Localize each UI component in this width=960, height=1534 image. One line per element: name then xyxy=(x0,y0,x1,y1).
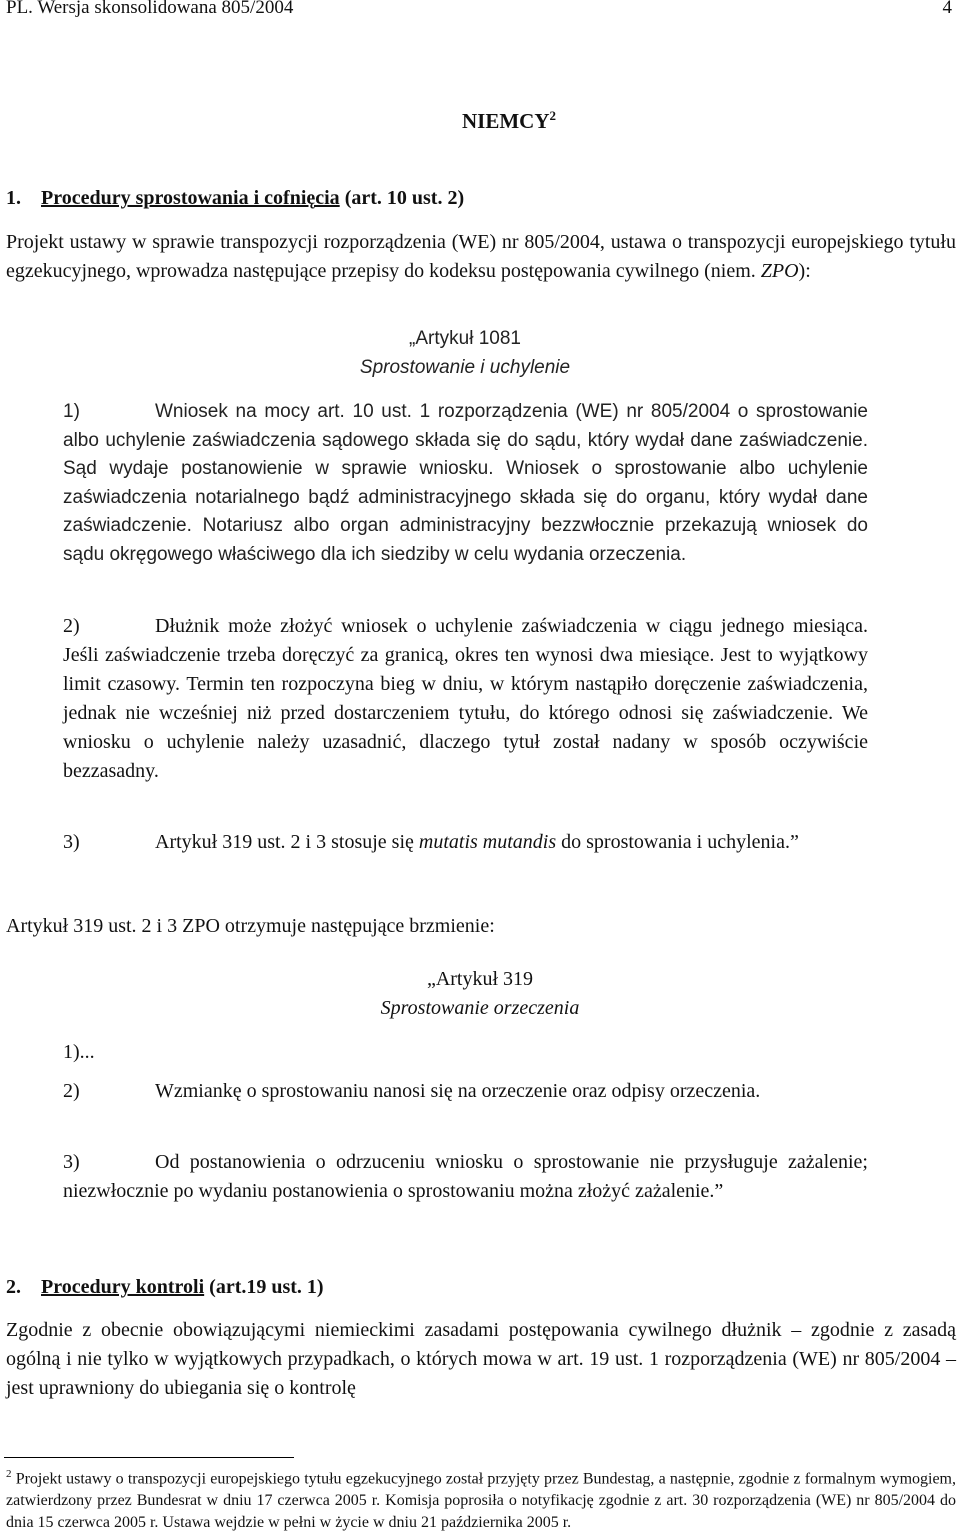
art1081-para-3 xyxy=(63,828,868,857)
art319-subheading: Sprostowanie orzeczenia xyxy=(380,997,580,1019)
para-text: Wniosek na mocy art. 10 ust. 1 rozporządzenia (WE) nr 805/2004 o sprostowanie albo uchylenie zaświadczenia sądowego składa się do sądu, który wydał dane zaświadczenie. Sąd wydaje postanowienie w sprawie wniosku. Wniosek o sprostowanie albo uchylenie zaświadczenia notarialnego bądź administracyjnego składa się do organu, który wydał dane zaświadczenie. Notariusz albo organ administracyjny bezzwłocznie przekazują wniosek do sądu okręgowego właściwego dla ich siedziby w celu wydania orzeczenia. xyxy=(63,401,868,565)
section2-number: 2. xyxy=(6,1276,21,1298)
para-italic: mutatis mutandis xyxy=(418,831,557,853)
intro-end: ): xyxy=(798,260,811,282)
footnote-text: Projekt ustawy o transpozycji europejskiego tytułu egzekucyjnego został przyjęty przez Bundestag, a następnie, zgodnie z formalnym wymogiem, zatwierdzony przez Bundesrat w dniu 17 czerwca 2005 r. Komisja poprosiła o notyfikację zgodnie z art. 30 rozporządzenia (WE) nr 805/2004 do dnia 15 czerwca 2005 r. Ustawa wejdzie w pełni w życie w dniu 21 października 2005 r. xyxy=(6,1470,957,1532)
footnote xyxy=(6,1463,956,1534)
page-number: 4 xyxy=(942,0,952,18)
para-text: Artykuł 319 ust. 2 i 3 stosuje się xyxy=(155,831,414,853)
section2-title-rest: (art.19 ust. 1) xyxy=(209,1276,324,1298)
intro-text: Projekt ustawy w sprawie transpozycji rozporządzenia (WE) nr 805/2004, ustawa o transpozycji europejskiego tytułu egzekucyjnego, wprowadza następujące przepisy do kodeksu postępowania cywilnego (niem. xyxy=(6,231,956,282)
para-number: 3) xyxy=(63,1151,80,1173)
art1081-heading: „Artykuł 1081 xyxy=(409,328,521,349)
section2-text: Zgodnie z obecnie obowiązującymi niemieckimi zasadami postępowania cywilnego dłużnik – zgodnie z zasadą ogólną i nie tylko w wyjątkowych przypadkach, o których mowa w art. 19 ust. 1 rozporządzenia (WE) nr 805/2004 – jest uprawniony do ubiegania się o kontrolę xyxy=(6,1319,956,1399)
section1-number: 1. xyxy=(6,187,21,209)
art319-heading: „Artykuł 319 xyxy=(426,968,534,990)
amendment-intro: Artykuł 319 ust. 2 i 3 ZPO otrzymuje następujące brzmienie: xyxy=(6,915,495,937)
country-heading xyxy=(0,108,960,134)
para-number: 2) xyxy=(63,1080,80,1102)
section1-title-underlined: Procedury sprostowania i cofnięcia xyxy=(41,187,340,209)
para-text-end: do sprostowania i uchylenia.” xyxy=(561,831,799,853)
section2-title-underlined: Procedury kontroli xyxy=(41,1276,205,1298)
footnote-number: 2 xyxy=(6,1468,12,1480)
art1081-subheading: Sprostowanie i uchylenie xyxy=(359,357,571,378)
section1-title-rest: (art. 10 ust. 2) xyxy=(344,187,465,209)
country-name: NIEMCY xyxy=(462,109,550,133)
footnote-ref: 2 xyxy=(549,108,556,123)
intro-zpo: ZPO xyxy=(760,260,799,282)
section1-intro xyxy=(6,228,956,286)
art319-para-2 xyxy=(63,1077,868,1106)
para-text: Wzmiankę o sprostowaniu nanosi się na orzeczenie oraz odpisy orzeczenia. xyxy=(155,1080,761,1102)
art1081-para-2 xyxy=(63,612,868,786)
art1081-para-1 xyxy=(63,398,868,569)
art319-para-3 xyxy=(63,1148,868,1206)
para-number: 1) xyxy=(63,401,80,422)
para-number: 2) xyxy=(63,615,80,637)
section2-title xyxy=(6,1273,956,1302)
para-text: Dłużnik może złożyć wniosek o uchylenie zaświadczenia w ciągu jednego miesiąca. Jeśli zaświadczenie trzeba doręczyć za granicą, okres ten wynosi dwa miesiące. Jest to wyjątkowy limit czasowy. Termin ten rozpoczyna bieg w dniu, w którym nastąpiło doręczenie zaświadczenia, jednak nie wcześniej niż przed dostarczeniem tytułu, do którego odnosi się zaświadczenie. We wniosku o uchylenie należy uzasadnić, dlaczego tytuł został nadany w sposób oczywiście bezzasadny. xyxy=(63,615,868,782)
para-text: Od postanowienia o odrzuceniu wniosku o sprostowanie nie przysługuje zażalenie; niezwłocznie po wydaniu postanowienia o sprostowaniu można złożyć zażalenie.” xyxy=(63,1151,868,1202)
para-number: 3) xyxy=(63,831,80,853)
footnote-separator xyxy=(4,1457,294,1458)
art319-para-1: 1)... xyxy=(63,1041,95,1063)
section1-title xyxy=(6,184,956,213)
document-header: PL. Wersja skonsolidowana 805/2004 xyxy=(6,0,294,18)
